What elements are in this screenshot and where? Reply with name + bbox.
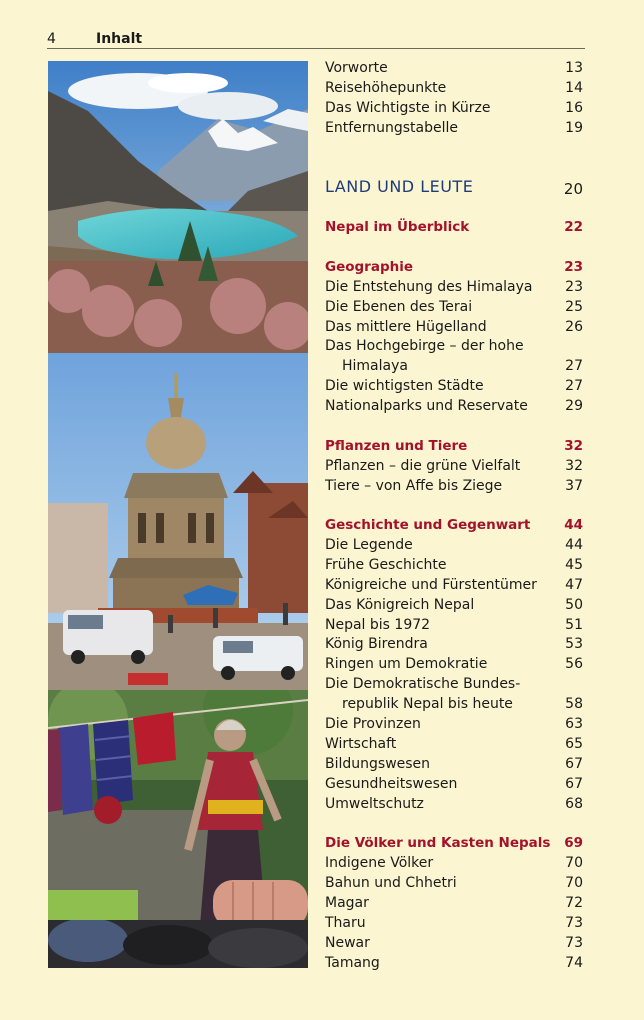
toc-entry-page: 67 [565, 776, 583, 792]
toc-entry-page: 65 [565, 736, 583, 752]
photo-mountain-lake [48, 61, 308, 353]
toc-entry [325, 595, 583, 615]
toc-entry [325, 754, 583, 774]
toc-entry-title: Geschichte und Gegenwart [325, 517, 531, 533]
toc-entry-page: 74 [565, 955, 583, 971]
toc-entry [325, 694, 583, 714]
toc-entry-page: 72 [565, 895, 583, 911]
toc-entry-page: 69 [564, 835, 583, 851]
toc-entry-title: Pflanzen und Tiere [325, 438, 468, 454]
toc-entry-title: Das Wichtigste in Kürze [325, 100, 491, 116]
toc-entry [325, 396, 583, 416]
toc-entry-title: Das Hochgebirge – der hohe [325, 338, 524, 354]
toc-entry [325, 794, 583, 814]
toc-entry-title: Tiere – von Affe bis Ziege [325, 478, 503, 494]
toc-entry-page: 32 [564, 438, 583, 454]
toc-entry-page: 22 [564, 219, 583, 235]
toc-entry [325, 555, 583, 575]
toc-entry-title: Tamang [325, 955, 380, 971]
toc-entry-page: 19 [565, 120, 583, 136]
toc-entry [325, 913, 583, 933]
toc-entry-page: 37 [565, 478, 583, 494]
photo-temple-square [48, 353, 308, 690]
toc-entry-page: 23 [564, 259, 583, 275]
toc-entry-title: Geographie [325, 259, 414, 275]
toc-entry [325, 356, 583, 376]
toc-entry-title: Umweltschutz [325, 796, 424, 812]
toc-entry-title: Die Demokratische Bundes- [325, 676, 521, 692]
toc-entry-title: Tharu [325, 915, 366, 931]
toc-entry [325, 634, 583, 654]
toc-entry-page: 73 [565, 915, 583, 931]
toc-entry-title: König Birendra [325, 636, 428, 652]
toc-section-heading [325, 436, 583, 456]
toc-entry [325, 336, 583, 356]
toc-entry-page: 16 [565, 100, 583, 116]
toc-entry-title: Wirtschaft [325, 736, 397, 752]
toc-entry-title: Newar [325, 935, 370, 951]
toc-entry [325, 873, 583, 893]
toc-entry [325, 933, 583, 953]
toc-entry-title: Das mittlere Hügelland [325, 319, 487, 335]
toc-entry [325, 118, 583, 138]
toc-section-heading [325, 257, 583, 277]
toc-entry-page: 53 [565, 636, 583, 652]
toc-entry [325, 297, 583, 317]
toc-entry-title: Die Völker und Kasten Nepals [325, 835, 551, 851]
toc-section-heading [325, 833, 583, 853]
toc-entry [325, 58, 583, 78]
toc-entry-page: 73 [565, 935, 583, 951]
toc-entry-title: Gesundheitswesen [325, 776, 458, 792]
toc-entry-page: 44 [565, 537, 583, 553]
toc-entry-page: 23 [565, 279, 583, 295]
photo-elderly-woman [48, 690, 308, 968]
toc-entry-title: Die wichtigsten Städte [325, 378, 484, 394]
toc-entry [325, 953, 583, 973]
toc-entry-title: Bahun und Chhetri [325, 875, 457, 891]
toc-entry-page: 63 [565, 716, 583, 732]
toc-entry-title: Frühe Geschichte [325, 557, 447, 573]
toc-entry-title: Magar [325, 895, 369, 911]
toc-entry [325, 853, 583, 873]
running-head: Inhalt [96, 31, 143, 47]
toc-entry [325, 535, 583, 555]
toc-entry-title: Ringen um Demokratie [325, 656, 488, 672]
toc-entry-page: 32 [565, 458, 583, 474]
toc-entry [325, 654, 583, 674]
toc-section-heading [325, 515, 583, 535]
toc-entry-page: 70 [565, 855, 583, 871]
toc-entry-title: Vorworte [325, 60, 388, 76]
toc-entry-title: Indigene Völker [325, 855, 434, 871]
toc-entry [325, 376, 583, 396]
toc-entry [325, 277, 583, 297]
toc-entry-title: Die Ebenen des Terai [325, 299, 473, 315]
toc-entry-title: Bildungswesen [325, 756, 431, 772]
toc-entry-page: 45 [565, 557, 583, 573]
toc-entry [325, 476, 583, 496]
toc-entry [325, 98, 583, 118]
toc-entry [325, 615, 583, 635]
toc-entry-title: Die Provinzen [325, 716, 421, 732]
toc-entry-page: 56 [565, 656, 583, 672]
toc-entry-title: Die Legende [325, 537, 413, 553]
toc-entry-page: 47 [565, 577, 583, 593]
toc-entry-page: 58 [565, 696, 583, 712]
toc-entry [325, 774, 583, 794]
toc-entry [325, 456, 583, 476]
toc-entry-page: 25 [565, 299, 583, 315]
toc-section-heading [325, 177, 583, 200]
toc-entry-title: LAND UND LEUTE [325, 177, 474, 196]
toc-entry [325, 714, 583, 734]
toc-entry-page: 50 [565, 597, 583, 613]
toc-entry-title: republik Nepal bis heute [342, 696, 513, 712]
toc-entry-page: 68 [565, 796, 583, 812]
toc-entry-page: 20 [563, 180, 583, 198]
toc-entry-page: 67 [565, 756, 583, 772]
toc-section-heading [325, 217, 583, 237]
toc-entry-page: 44 [564, 517, 583, 533]
toc-entry-title: Nepal bis 1972 [325, 617, 431, 633]
toc-entry-title: Das Königreich Nepal [325, 597, 475, 613]
toc-entry-page: 27 [565, 378, 583, 394]
toc-entry-page: 29 [565, 398, 583, 414]
toc-entry [325, 893, 583, 913]
toc-entry [325, 78, 583, 98]
toc-entry-title: Himalaya [342, 358, 408, 374]
toc-entry-page: 27 [565, 358, 583, 374]
toc-entry-title: Pflanzen – die grüne Vielfalt [325, 458, 521, 474]
toc-entry-title: Reisehöhepunkte [325, 80, 447, 96]
toc-entry-page: 51 [565, 617, 583, 633]
header-rule [47, 48, 585, 49]
toc-entry [325, 734, 583, 754]
toc-entry-page: 13 [565, 60, 583, 76]
toc-entry [325, 575, 583, 595]
toc-entry-page: 70 [565, 875, 583, 891]
page-number: 4 [47, 31, 56, 47]
toc-entry [325, 317, 583, 337]
toc-entry-title: Königreiche und Fürstentümer [325, 577, 537, 593]
toc-entry-title: Entfernungstabelle [325, 120, 459, 136]
toc-entry-page: 14 [565, 80, 583, 96]
toc-entry-title: Nepal im Überblick [325, 219, 470, 235]
toc-entry-page: 26 [565, 319, 583, 335]
toc-entry [325, 674, 583, 694]
toc-entry-title: Nationalparks und Reservate [325, 398, 528, 414]
toc-entry-title: Die Entstehung des Himalaya [325, 279, 533, 295]
